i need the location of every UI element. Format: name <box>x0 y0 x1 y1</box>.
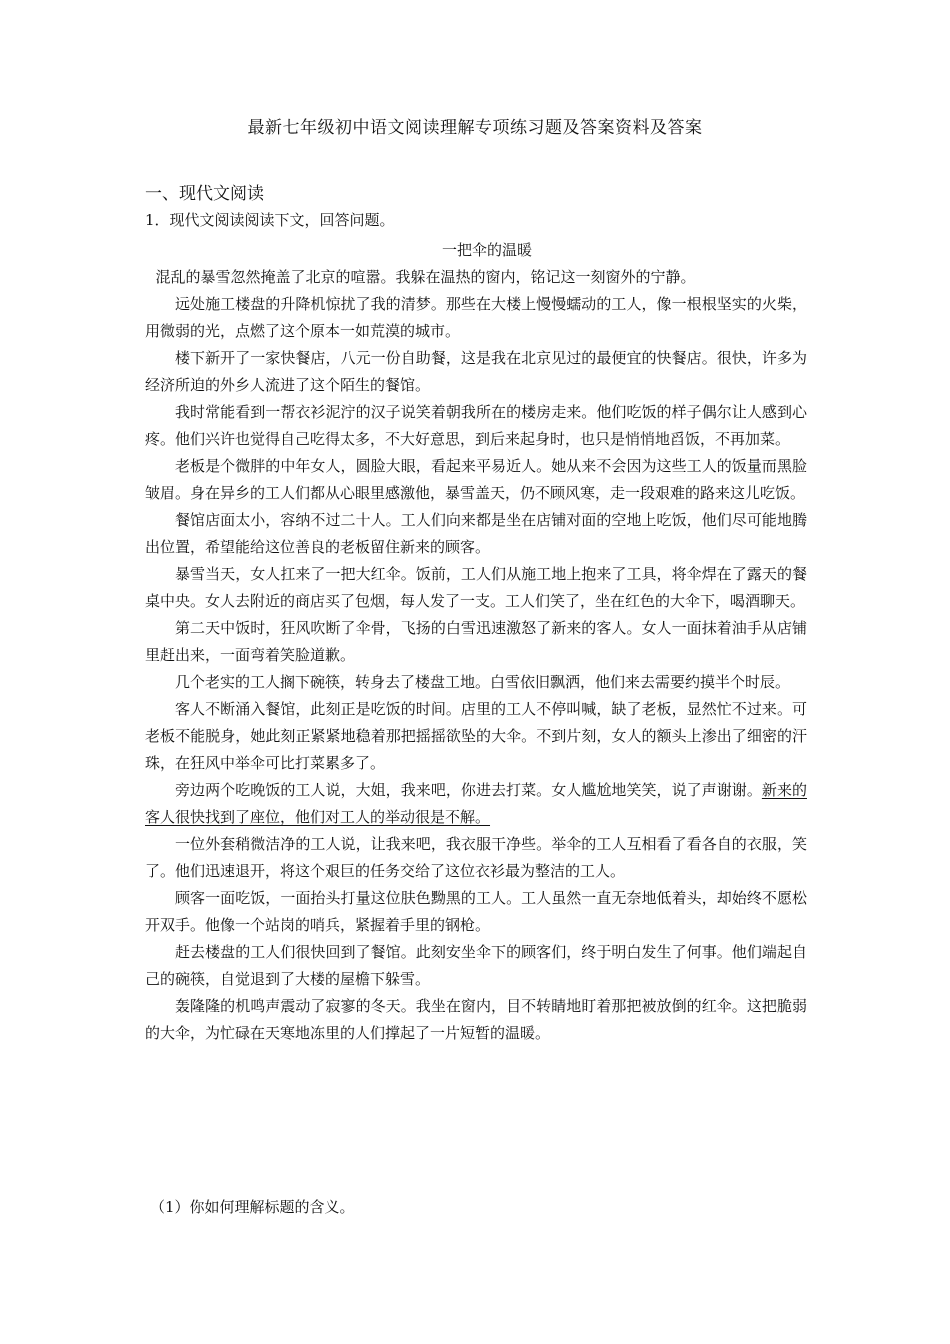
passage-paragraph: 暴雪当天，女人扛来了一把大红伞。饭前，工人们从施工地上抱来了工具，将伞焊在了露天的餐桌中央。女人去附近的商店买了包烟，每人发了一支。工人们笑了，坐在红色的大伞下，喝酒聊天。 <box>145 565 807 610</box>
passage-paragraph: 第二天中饭时，狂风吹断了伞骨，飞扬的白雪迅速激怒了新来的客人。女人一面抹着油手从店铺里赶出来，一面弯着笑脸道歉。 <box>145 619 807 664</box>
sub-question: （1）你如何理解标题的含义。 <box>150 1198 355 1216</box>
document-title: 最新七年级初中语文阅读理解专项练习题及答案资料及答案 <box>247 118 703 138</box>
passage-paragraph: 远处施工楼盘的升降机惊扰了我的清梦。那些在大楼上慢慢蠕动的工人，像一根根坚实的火柴，用微弱的光，点燃了这个原本一如荒漠的城市。 <box>145 295 807 340</box>
passage-paragraph: 楼下新开了一家快餐店，八元一份自助餐，这是我在北京见过的最便宜的快餐店。很快，许多为经济所迫的外乡人流进了这个陌生的餐馆。 <box>145 349 807 394</box>
passage-paragraph: 几个老实的工人搁下碗筷，转身去了楼盘工地。白雪依旧飘洒，他们来去需要约摸半个时辰。 <box>175 673 791 691</box>
section-heading: 一、现代文阅读 <box>145 184 264 204</box>
passage-paragraph: 赶去楼盘的工人们很快回到了餐馆。此刻安坐伞下的顾客们，终于明白发生了何事。他们端起自己的碗筷，自觉退到了大楼的屋檐下躲雪。 <box>145 943 807 988</box>
passage-paragraph: 混乱的暴雪忽然掩盖了北京的喧嚣。我躲在温热的窗内，铭记这一刻窗外的宁静。 <box>155 268 696 286</box>
paragraph-text: 旁边两个吃晚饭的工人说，大姐，我来吧，你进去打菜。女人尴尬地笑笑，说了声谢谢。 <box>175 781 762 799</box>
question-intro: 1．现代文阅读阅读下文，回答问题。 <box>145 211 395 229</box>
passage-body <box>145 264 807 1047</box>
passage-paragraph: 轰隆隆的机鸣声震动了寂寥的冬天。我坐在窗内，目不转睛地盯着那把被放倒的红伞。这把脆弱的大伞，为忙碌在天寒地冻里的人们撑起了一片短暂的温暖。 <box>145 997 807 1042</box>
passage-paragraph: 一位外套稍微洁净的工人说，让我来吧，我衣服干净些。举伞的工人互相看了看各自的衣服，笑了。他们迅速退开，将这个艰巨的任务交给了这位衣衫最为整洁的工人。 <box>145 835 807 880</box>
passage-paragraph: 我时常能看到一帮衣衫泥泞的汉子说笑着朝我所在的楼房走来。他们吃饭的样子偶尔让人感到心疼。他们兴许也觉得自己吃得太多，不大好意思，到后来起身时，也只是悄悄地舀饭，不再加菜。 <box>145 403 807 448</box>
passage-paragraph: 顾客一面吃饭，一面抬头打量这位肤色黝黑的工人。工人虽然一直无奈地低着头，却始终不愿松开双手。他像一个站岗的哨兵，紧握着手里的钢枪。 <box>145 889 807 934</box>
passage-title: 一把伞的温暖 <box>441 241 532 259</box>
underlined-sentence: 新来的客人很快找到了座位，他们对工人的举动很是不解。 <box>145 781 807 826</box>
passage-paragraph-with-underline <box>145 777 807 831</box>
passage-paragraph: 客人不断涌入餐馆，此刻正是吃饭的时间。店里的工人不停叫喊，缺了老板，显然忙不过来。可老板不能脱身，她此刻正紧紧地稳着那把摇摇欲坠的大伞。不到片刻，女人的额头上渗出了细密的汗珠，在狂风中举伞可比打菜累多了。 <box>145 700 807 772</box>
passage-paragraph: 老板是个微胖的中年女人，圆脸大眼，看起来平易近人。她从来不会因为这些工人的饭量而黑脸皱眉。身在异乡的工人们都从心眼里感激他，暴雪盖天，仍不顾风寒，走一段艰难的路来这儿吃饭。 <box>145 457 807 502</box>
passage-paragraph: 餐馆店面太小，容纳不过二十人。工人们向来都是坐在店铺对面的空地上吃饭，他们尽可能地腾出位置，希望能给这位善良的老板留住新来的顾客。 <box>145 511 807 556</box>
